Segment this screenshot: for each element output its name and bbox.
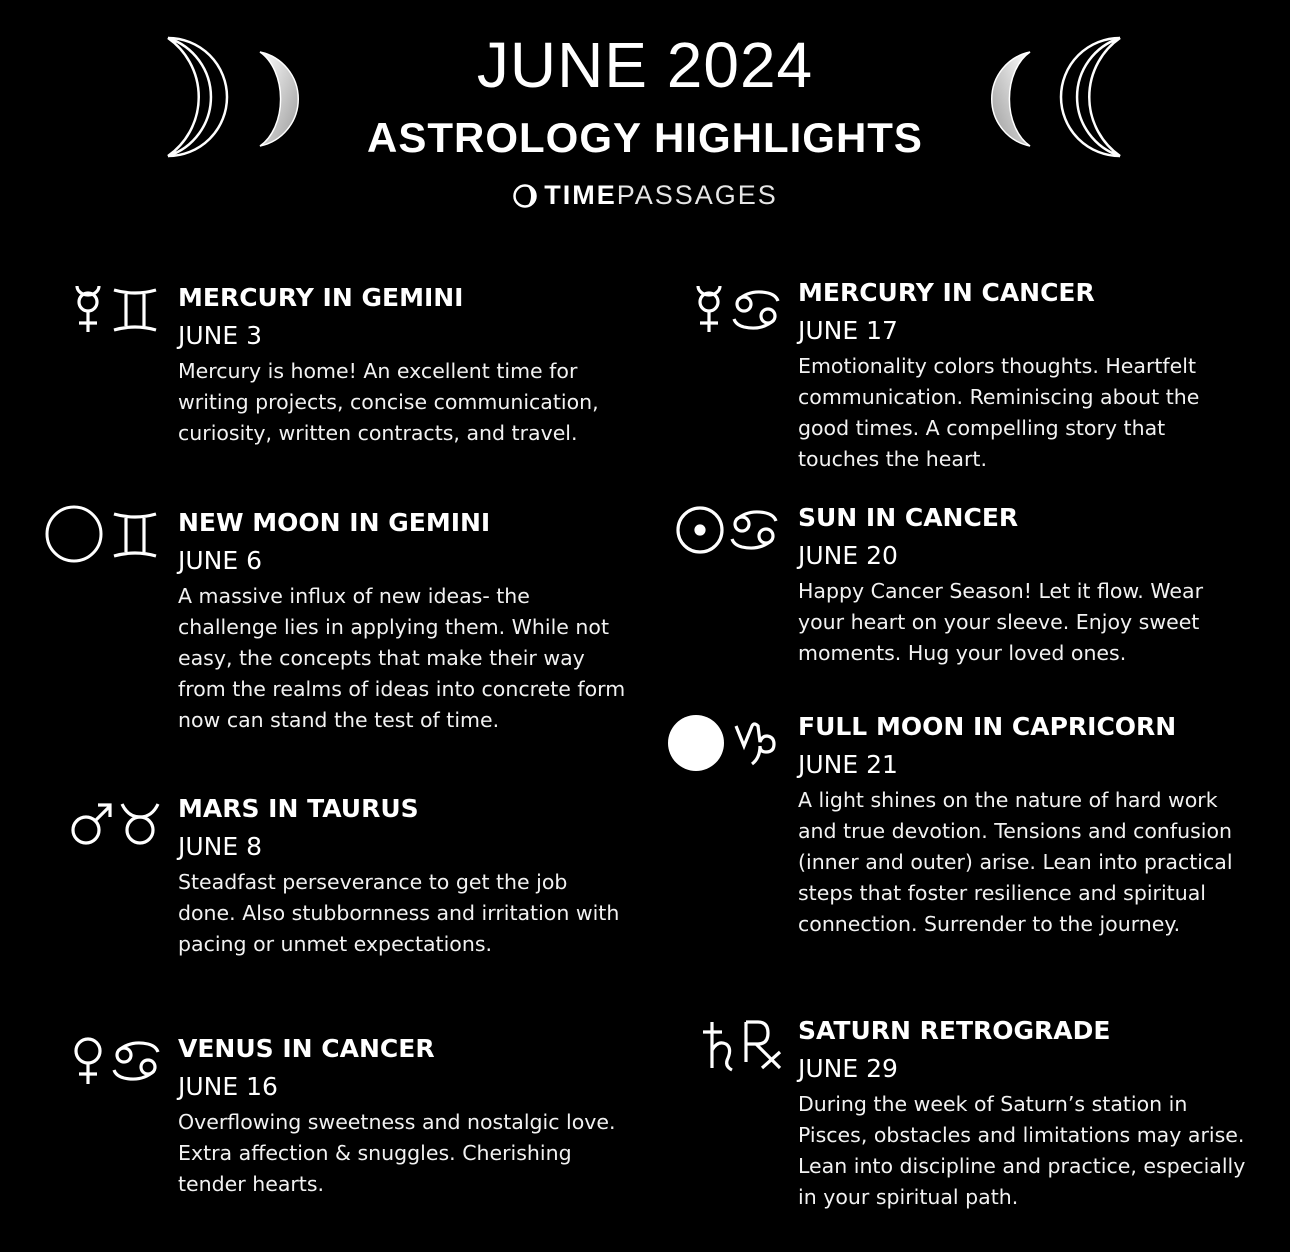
event-name: SATURN RETROGRADE — [798, 1016, 1111, 1045]
gemini-icon — [114, 290, 156, 330]
event-date: JUNE 6 — [178, 546, 263, 575]
event-description: Mercury is home! An excellent time for writing projects, concise communication, curiosity, written contracts, and travel. — [178, 359, 599, 445]
event-glyphs — [700, 1016, 786, 1076]
moon-logo-icon — [512, 183, 538, 209]
gemini-icon — [114, 514, 156, 556]
brand-logo — [0, 180, 1290, 211]
venus-icon — [76, 1039, 100, 1084]
event-new-moon-in-gemini — [178, 505, 628, 736]
page-title: JUNE 2024 — [476, 29, 814, 101]
event-date: JUNE 20 — [798, 541, 898, 570]
event-description: Steadfast perseverance to get the job done. Also stubbornness and irritation with pacing or unmet expectations. — [178, 870, 620, 956]
event-description: A light shines on the nature of hard work and true devotion. Tensions and confusion (inner and outer) arise. Lean into practical steps that foster resilience and spiritual connection. Surrender to the journey. — [798, 788, 1233, 936]
page-subtitle: ASTROLOGY HIGHLIGHTS — [367, 114, 923, 161]
event-glyphs — [44, 504, 164, 564]
event-name: FULL MOON IN CAPRICORN — [798, 712, 1177, 741]
event-saturn-retrograde — [798, 1013, 1248, 1213]
event-name: SUN IN CANCER — [798, 503, 1019, 532]
event-full-moon-in-capricorn — [798, 709, 1248, 940]
brand-name-light: PASSAGES — [616, 180, 778, 210]
event-sun-in-cancer — [798, 500, 1248, 669]
event-glyphs — [674, 502, 786, 558]
event-glyphs — [70, 796, 165, 848]
cancer-icon — [734, 292, 778, 328]
mercury-icon — [77, 286, 99, 332]
event-venus-in-cancer — [178, 1031, 628, 1200]
retrograde-icon — [746, 1022, 780, 1068]
full-moon-icon — [668, 715, 724, 771]
taurus-icon — [122, 804, 158, 843]
saturn-icon — [703, 1022, 732, 1070]
event-description: Overflowing sweetness and nostalgic love. Extra affection & snuggles. Cherishing tender hearts. — [178, 1110, 616, 1196]
event-name: MERCURY IN CANCER — [798, 278, 1095, 307]
sun-icon — [678, 508, 722, 552]
event-name: NEW MOON IN GEMINI — [178, 508, 491, 537]
event-glyphs — [70, 1034, 165, 1086]
event-description: During the week of Saturn’s station in Pisces, obstacles and limitations may arise. Lean into discipline and practice, especially in your spiritual path. — [798, 1092, 1246, 1209]
event-description: A massive influx of new ideas- the challenge lies in applying them. While not easy, the concepts that make their way from the realms of ideas into concrete form now can stand the test of time. — [178, 584, 626, 732]
brand-name-strong: TIME — [544, 180, 617, 210]
event-name: MARS IN TAURUS — [178, 794, 419, 823]
event-date: JUNE 29 — [798, 1054, 898, 1083]
event-name: MERCURY IN GEMINI — [178, 283, 464, 312]
event-glyphs — [666, 712, 786, 774]
mercury-icon — [698, 286, 720, 332]
event-date: JUNE 8 — [178, 832, 263, 861]
capricorn-icon — [736, 724, 774, 764]
event-date: JUNE 16 — [178, 1072, 278, 1101]
event-date: JUNE 21 — [798, 750, 898, 779]
event-mars-in-taurus — [178, 791, 628, 960]
event-mercury-in-gemini — [178, 280, 628, 449]
cancer-icon — [114, 1043, 158, 1079]
event-description: Emotionality colors thoughts. Heartfelt communication. Reminiscing about the good times. A compelling story that touches the heart. — [798, 354, 1200, 471]
cancer-icon — [732, 512, 776, 548]
event-description: Happy Cancer Season! Let it flow. Wear your heart on your sleeve. Enjoy sweet moments. Hug your loved ones. — [798, 579, 1204, 665]
event-glyphs — [70, 282, 165, 338]
event-date: JUNE 17 — [798, 316, 898, 345]
event-name: VENUS IN CANCER — [178, 1034, 435, 1063]
event-date: JUNE 3 — [178, 321, 263, 350]
event-glyphs — [692, 282, 787, 338]
mars-icon — [73, 805, 110, 843]
new-moon-icon — [47, 507, 101, 561]
event-mercury-in-cancer — [798, 275, 1248, 475]
